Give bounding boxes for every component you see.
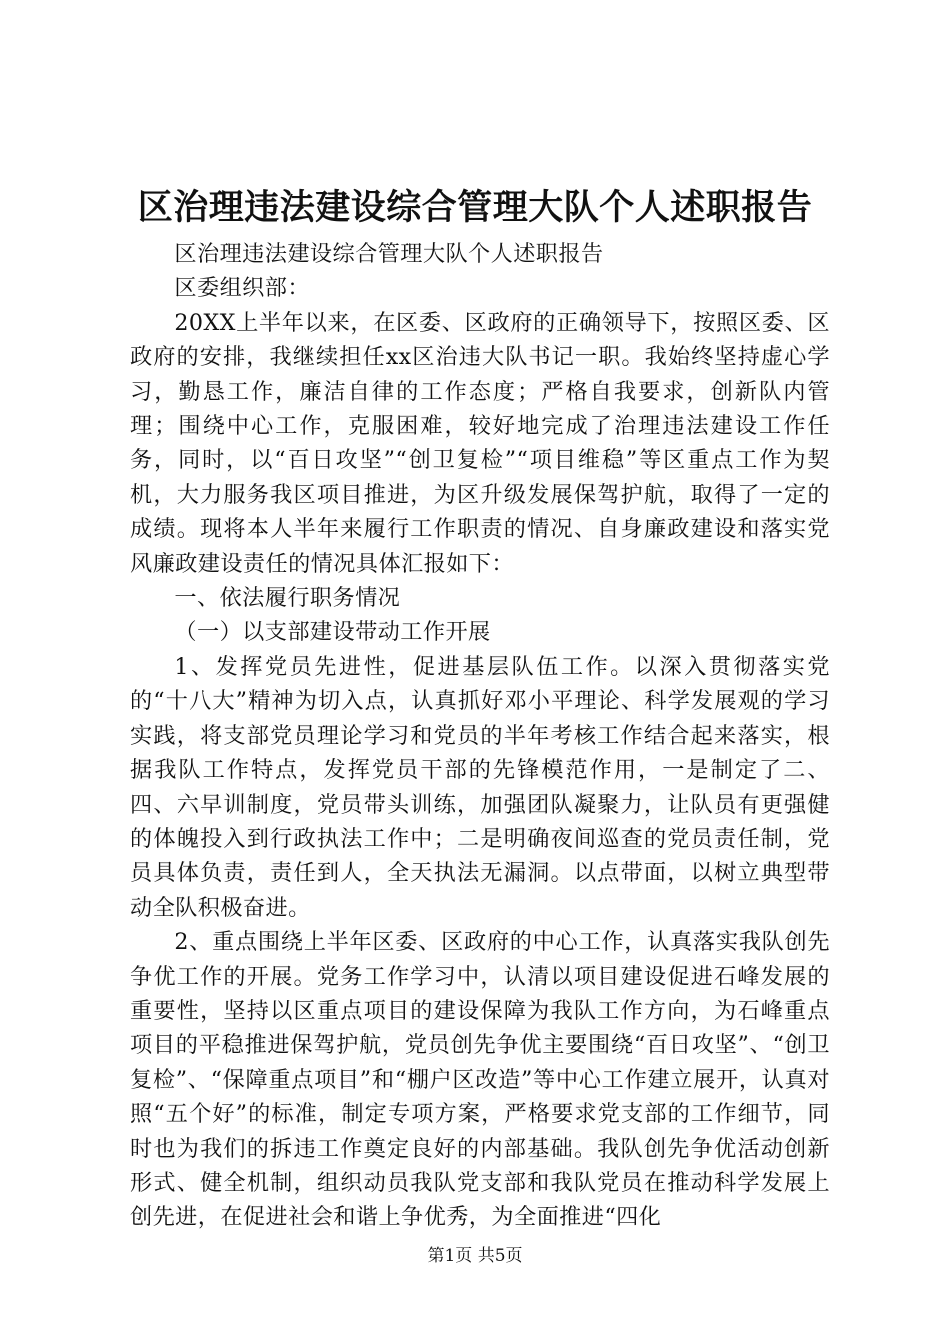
subtitle-paragraph: 区治理违法建设综合管理大队个人述职报告: [174, 241, 604, 267]
document-body: [130, 237, 830, 1235]
page-number: 第1页 共5页: [427, 1246, 523, 1266]
subsection-heading: （一）以支部建设带动工作开展: [174, 619, 491, 646]
body-paragraph: 1、发挥党员先进性，促进基层队伍工作。以深入贯彻落实党的“十八大”精神为切入点，认真抓好邓小平理论、科学发展观的学习实践，将支部党员理论学习和党员的半年考核工作结合起来落实，根据我队工作特点，发挥党员干部的先锋模范作用，一是制定了二、四、六早训制度，党员带头训练，加强团队凝聚力，让队员有更强健的体魄投入到行政执法工作中；二是明确夜间巡查的党员责任制，党员具体负责，责任到人，全天执法无漏洞。以点带面，以树立典型带动全队积极奋进。: [130, 653, 830, 921]
document-title: 区治理违法建设综合管理大队个人述职报告: [137, 187, 813, 228]
salutation-paragraph: 区委组织部：: [174, 275, 310, 302]
section-heading: 一、依法履行职务情况: [174, 585, 401, 612]
body-paragraph: 2、重点围绕上半年区委、区政府的中心工作，认真落实我队创先争优工作的开展。党务工作学习中，认清以项目建设促进石峰发展的重要性，坚持以区重点项目的建设保障为我队工作方向，为石峰重点项目的平稳推进保驾护航，党员创先争优主要围绕“百日攻坚”、“创卫复检”、“保障重点项目”和“棚户区改造”等中心工作建立展开，认真对照“五个好”的标准，制定专项方案，严格要求党支部的工作细节，同时也为我们的拆违工作奠定良好的内部基础。我队创先争优活动创新形式、健全机制，组织动员我队党支部和我队党员在推动科学发展上创先进，在促进社会和谐上争优秀，为全面推进“四化: [130, 929, 830, 1231]
intro-paragraph: 20XX上半年以来，在区委、区政府的正确领导下，按照区委、区政府的安排，我继续担任xx区治违大队书记一职。我始终坚持虚心学习，勤恳工作，廉洁自律的工作态度；严格自我要求，创新队内管理；围绕中心工作，克服困难，较好地完成了治理违法建设工作任务，同时，以“百日攻坚”“创卫复检”“项目维稳”等区重点工作为契机，大力服务我区项目推进，为区升级发展保驾护航，取得了一定的成绩。现将本人半年来履行工作职责的情况、自身廉政建设和落实党风廉政建设责任的情况具体汇报如下：: [130, 309, 830, 577]
